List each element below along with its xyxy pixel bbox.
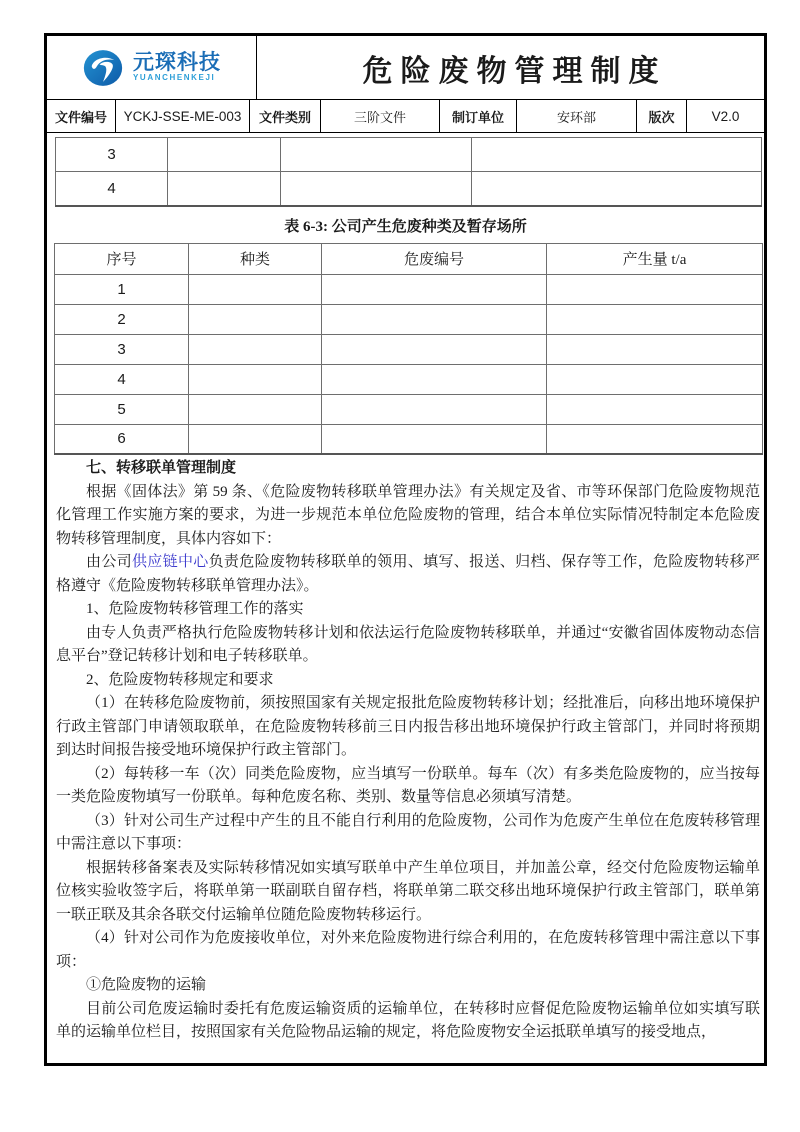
empty-cell: [168, 172, 281, 206]
column-header-type: 种类: [189, 243, 322, 274]
table-row: [55, 424, 763, 454]
meta-label-doc-number: 文件编号: [47, 100, 116, 132]
paragraph: 根据《固体法》第 59 条、《危险废物转移联单管理办法》有关规定及省、市等环保部门危险废物规范化管理工作实施方案的要求，为进一步规范本单位危险废物的管理，结合本单位实际情况特制定本危险废物转移管理制度，具体内容如下：: [56, 483, 760, 547]
paragraph-text: 由公司: [86, 554, 132, 570]
row-index-cell: 4: [55, 364, 189, 394]
company-logo: [47, 36, 257, 99]
company-name-block: [133, 52, 221, 82]
meta-value-issuing-dept: 安环部: [517, 100, 637, 132]
paragraph: 2、危险废物转移规定和要求: [86, 671, 274, 688]
empty-cell: [322, 364, 547, 394]
paragraph: （3）针对公司生产过程中产生的且不能自行利用的危险废物，公司作为危废产生单位在危废转移管理中需注意以下事项：: [56, 812, 760, 852]
company-name-en: YUANCHENKEJI: [133, 73, 216, 83]
company-name: 元琛科技: [133, 51, 221, 75]
body-section: [56, 457, 760, 1045]
empty-cell: [547, 304, 763, 334]
row-index-cell: 1: [55, 274, 189, 304]
meta-label-doc-category: 文件类别: [250, 100, 321, 132]
paragraph: [56, 551, 760, 598]
row-index-cell: 2: [55, 304, 189, 334]
table-row: [55, 394, 763, 424]
paragraph: （2）每转移一车（次）同类危险废物，应当填写一份联单。每车（次）有多类危险废物的，应当按每一类危险废物填写一份联单。每种危废名称、类别、数量等信息必须填写清楚。: [56, 765, 760, 805]
empty-cell: [547, 274, 763, 304]
document-page: [44, 33, 767, 1066]
empty-cell: [189, 274, 322, 304]
paragraph: 1、危险废物转移管理工作的落实: [86, 601, 304, 617]
meta-label-version: 版次: [637, 100, 687, 132]
empty-cell: [547, 394, 763, 424]
continuation-table: [55, 137, 762, 207]
empty-cell: [281, 172, 472, 206]
empty-cell: [322, 424, 547, 454]
table-row: [55, 364, 763, 394]
paragraph: 目前公司危废运输时委托有危废运输资质的运输单位，在转移时应督促危险废物运输单位如实填写联单的运输单位栏目，按照国家有关危险物品运输的规定，将危险废物安全运抵联单填写的接受地点，: [56, 1000, 760, 1040]
empty-cell: [281, 138, 472, 172]
document-title: 危险废物管理制度: [362, 54, 667, 88]
row-index-cell: 3: [56, 138, 168, 172]
table-row: [55, 334, 763, 364]
paragraph: （4）针对公司作为危废接收单位，对外来危险废物进行综合利用的，在危废转移管理中需注意以下事项：: [56, 930, 760, 970]
column-header-output: 产生量 t/a: [547, 243, 763, 274]
empty-cell: [547, 334, 763, 364]
paragraph: 根据转移备案表及实际转移情况如实填写联单中产生单位项目，并加盖公章，经交付危险废物运输单位核实验收签字后，将联单第一联副联自留存档，将联单第二联交移出地环境保护行政主管部门，联单第一联正联及其余各联交付运输单位随危险废物转移运行。: [56, 859, 760, 923]
table-row: [56, 138, 762, 172]
empty-cell: [472, 172, 762, 206]
section-heading: 七、转移联单管理制度: [86, 460, 237, 476]
meta-value-version: V2.0: [711, 108, 740, 124]
empty-cell: [322, 304, 547, 334]
empty-cell: [189, 334, 322, 364]
document-meta-row: [47, 100, 764, 133]
empty-cell: [168, 138, 281, 172]
empty-cell: [189, 364, 322, 394]
paragraph: 由专人负责严格执行危险废物转移计划和依法运行危险废物转移联单，并通过“安徽省固体废物动态信息平台”登记转移计划和电子转移联单。: [56, 624, 760, 664]
table-caption: 表 6-3: 公司产生危废种类及暂存场所: [284, 218, 527, 235]
yuanchen-logo-icon: [82, 48, 124, 88]
empty-cell: [547, 424, 763, 454]
empty-cell: [322, 394, 547, 424]
empty-cell: [189, 394, 322, 424]
paragraph-text: 负责危险废物转移联单的领用、填写、报送、归档、保存等工作，危险废物转移严格遵守《危险废物转移联单管理办法》。: [56, 554, 760, 594]
empty-cell: [547, 364, 763, 394]
row-index-cell: 4: [56, 172, 168, 206]
empty-cell: [322, 274, 547, 304]
empty-cell: [472, 138, 762, 172]
table-row: [55, 274, 763, 304]
supply-chain-center-text: 供应链中心: [131, 554, 209, 570]
empty-cell: [322, 334, 547, 364]
meta-value-doc-category: 三阶文件: [321, 100, 440, 132]
row-index-cell: 6: [55, 424, 189, 454]
table-header-row: [55, 243, 763, 274]
meta-label-issuing-dept: 制订单位: [440, 100, 517, 132]
empty-cell: [189, 424, 322, 454]
column-header-index: 序号: [55, 243, 189, 274]
row-index-cell: 3: [55, 334, 189, 364]
paragraph: （1）在转移危险废物前，须按照国家有关规定报批危险废物转移计划；经批准后，向移出地环境保护行政主管部门申请领取联单，在危险废物转移前三日内报告移出地环境保护行政主管部门，并同时将预期到达时间报告接受地环境保护行政主管部门。: [56, 695, 760, 758]
table-row: [55, 304, 763, 334]
empty-cell: [189, 304, 322, 334]
meta-value-doc-number: YCKJ-SSE-ME-003: [116, 100, 250, 132]
waste-types-table: [54, 243, 763, 456]
document-header: [47, 36, 764, 100]
table-row: [56, 172, 762, 206]
paragraph: ①危险废物的运输: [86, 977, 207, 993]
row-index-cell: 5: [55, 394, 189, 424]
column-header-waste-code: 危废编号: [322, 243, 547, 274]
